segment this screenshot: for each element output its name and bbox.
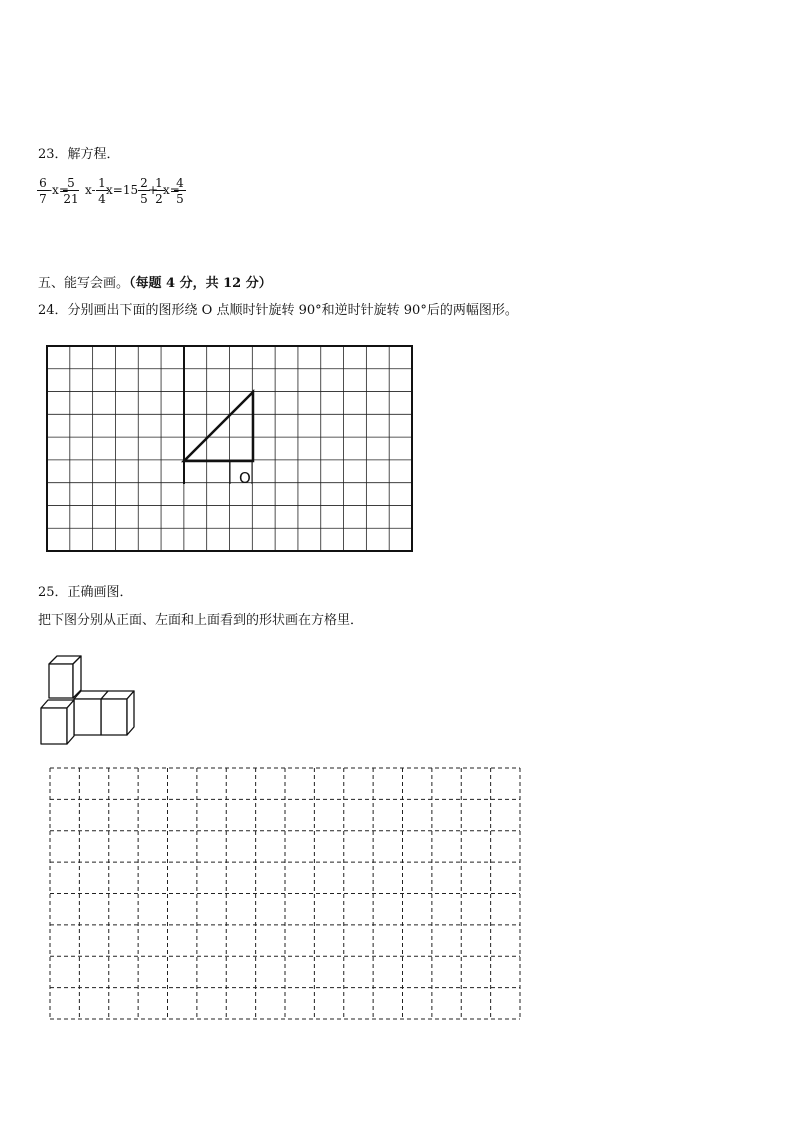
q25-instruction: 把下图分别从正面、左面和上面看到的形状画在方格里． [38, 613, 364, 628]
q25-title: 25．正确画图． [38, 585, 133, 600]
eq1-a-den: 7 [39, 192, 47, 206]
eq3-c-den: 5 [176, 192, 184, 206]
eq3-a-num: 2 [138, 177, 150, 191]
eq3-plus: + [148, 183, 159, 197]
q24-point-label: O [239, 469, 251, 487]
q25-dashed-lines [50, 768, 520, 1019]
eq1-b-den: 21 [63, 192, 79, 206]
eq2-a-num: 1 [96, 177, 108, 191]
eq2-tail: x=15 [106, 183, 139, 197]
section5-score-note: （每题 4 分，共 12 分） [129, 276, 272, 291]
eq3-mid: x= [163, 183, 180, 197]
eq1-a-num: 6 [37, 177, 49, 191]
eq3-b-num: 1 [153, 177, 165, 191]
section5-title: 五、能写会画。 [38, 276, 130, 291]
eq2-a-den: 4 [98, 192, 106, 206]
eq3-a-den: 5 [140, 192, 148, 206]
eq2-lead: x- [85, 183, 96, 197]
eq3-c-num: 4 [174, 177, 186, 191]
eq1-mid: -x= [48, 183, 69, 197]
eq3-b-den: 2 [155, 192, 163, 206]
eq1-b-num: 5 [63, 177, 79, 191]
q24-title: 24．分别画出下面的图形绕 O 点顺时针旋转 90°和逆时针旋转 90°后的两幅图形。 [38, 303, 518, 318]
q23-title: 23．解方程． [38, 147, 120, 162]
